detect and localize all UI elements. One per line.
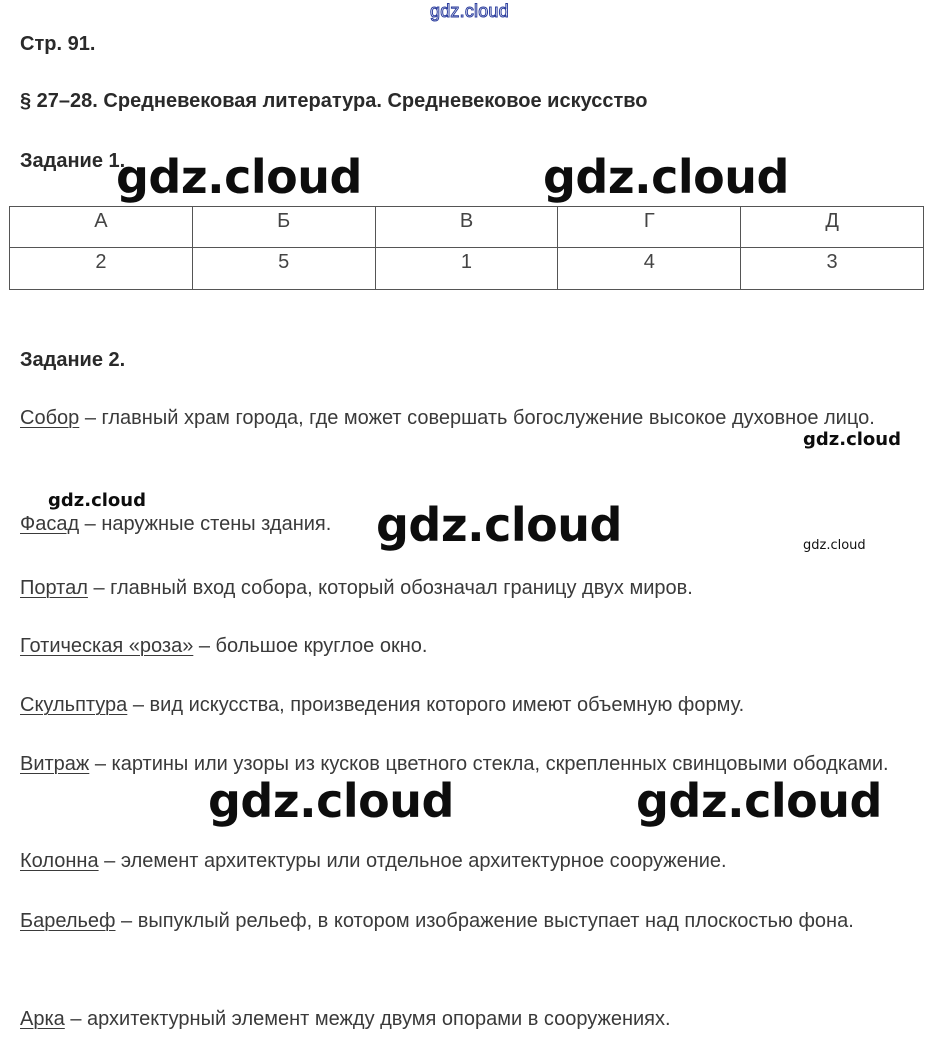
definition-item [20, 842, 920, 881]
watermark: gdz.cloud [116, 150, 362, 204]
definition-text: – архитектурный элемент между двумя опорами в сооружениях. [64, 1008, 671, 1030]
definition-term: Собор [20, 407, 80, 429]
page-label: Стр. 91. [20, 33, 96, 55]
definition-text: – элемент архитектуры или отдельное архитектурное сооружение. [98, 850, 727, 872]
definition-term: Скульптура [20, 694, 128, 716]
definition-item [20, 399, 920, 438]
watermark: gdz.cloud [376, 498, 622, 552]
definition-text: – главный храм города, где может совершать богослужение высокое духовное лицо. [79, 407, 875, 429]
definition-term: Портал [20, 577, 88, 599]
table-header-cell: А [10, 207, 193, 248]
definition-term: Готическая «роза» [20, 635, 194, 657]
table-cell: 4 [558, 248, 741, 290]
task1-title: Задание 1. [20, 150, 126, 172]
table-header-cell: В [375, 207, 558, 248]
watermark: gdz.cloud [48, 490, 146, 511]
definition-text: – картины или узоры из кусков цветного стекла, скрепленных свинцовыми ободками. [89, 753, 889, 775]
definition-item [20, 1000, 920, 1039]
definition-term: Барельеф [20, 910, 116, 932]
definition-term: Арка [20, 1008, 65, 1030]
section-title: § 27–28. Средневековая литература. Средневековое искусство [20, 90, 648, 112]
definition-text: – вид искусства, произведения которого имеют объемную форму. [127, 694, 745, 716]
definition-item [20, 686, 920, 725]
table-cell: 3 [741, 248, 924, 290]
table-header-cell: Б [192, 207, 375, 248]
table-header-cell: Д [741, 207, 924, 248]
table-cell: 2 [10, 248, 193, 290]
table-cell: 5 [192, 248, 375, 290]
definition-text: – большое круглое окно. [193, 635, 428, 657]
answer-table [9, 206, 924, 290]
table-header-row [10, 207, 924, 248]
table-cell: 1 [375, 248, 558, 290]
watermark: gdz.cloud [543, 150, 789, 204]
definition-text: – главный вход собора, который обозначал границу двух миров. [87, 577, 693, 599]
definition-item [20, 627, 920, 666]
task2-title: Задание 2. [20, 349, 126, 371]
definition-term: Витраж [20, 753, 90, 775]
definition-term: Колонна [20, 850, 99, 872]
watermark: gdz.cloud [208, 774, 454, 828]
top-watermark: gdz.cloud [430, 1, 509, 21]
definition-term: Фасад [20, 513, 80, 535]
watermark: gdz.cloud [636, 774, 882, 828]
table-header-cell: Г [558, 207, 741, 248]
definition-item [20, 902, 920, 941]
definition-text: – выпуклый рельеф, в котором изображение выступает над плоскостью фона. [115, 910, 854, 932]
definition-item [20, 569, 920, 608]
watermark: gdz.cloud [803, 429, 901, 450]
watermark: gdz.cloud [803, 538, 866, 553]
definition-text: – наружные стены здания. [79, 513, 332, 535]
table-row [10, 248, 924, 290]
